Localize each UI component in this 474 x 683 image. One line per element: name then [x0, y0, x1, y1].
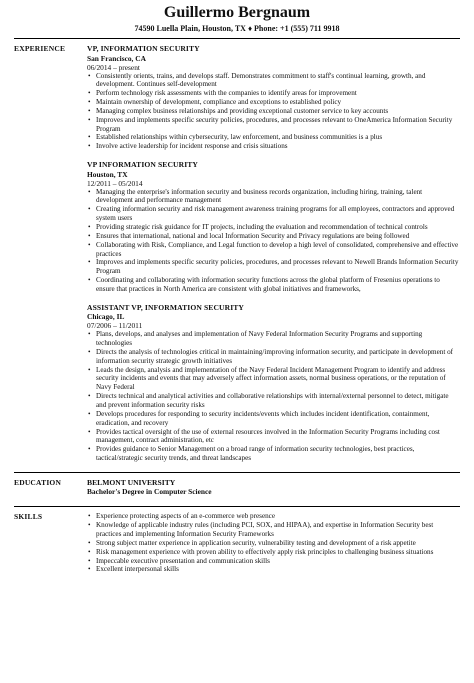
job-entry	[87, 160, 460, 294]
school-name: BELMONT UNIVERSITY	[87, 477, 176, 487]
job-location: Houston, TX	[87, 169, 128, 179]
bullet-item: • Directs technical and analytical activities and collaborative relationships with internal/external personnel to detect, mitigate and prevent information security risks	[87, 392, 460, 410]
bullet-item: • Coordinating and collaborating with information security functions across the global platform of Fresenius operations to ensure that practices in North America are consistent with global initiatives and frameworks,	[87, 276, 460, 294]
skill-item: • Impeccable executive presentation and communication skills	[87, 557, 460, 566]
degree: Bachelor's Degree in Computer Science	[87, 487, 212, 497]
job-entry	[87, 303, 460, 463]
job-location: Chicago, IL	[87, 312, 125, 322]
education-section	[0, 478, 474, 497]
bullet-item: • Develops procedures for responding to security incidents/events which includes incident identification, containment, eradication, and recovery	[87, 410, 460, 428]
experience-section	[0, 44, 474, 472]
job-entry	[87, 44, 460, 151]
section-label-education: EDUCATION	[14, 477, 62, 487]
bullet-item: • Improves and implements specific security policies, procedures, and processes relevant to OneAmerica Information Security Program	[87, 116, 460, 134]
section-label-experience: EXPERIENCE	[14, 44, 66, 53]
job-title: VP INFORMATION SECURITY	[87, 160, 199, 170]
skills-section	[0, 512, 474, 574]
job-title: VP, INFORMATION SECURITY	[87, 44, 200, 53]
bullet-item: • Providing strategic risk guidance for IT projects, including the evaluation and recommendation of technical controls	[87, 223, 460, 232]
bullet-item: • Consistently orients, trains, and develops staff. Demonstrates commitment to staff's continual learning, growth, and development. Continues self-development	[87, 72, 460, 90]
bullet-item: • Provides tactical oversight of the use of external resources involved in the Information Security Programs including cost management, contract administration, etc	[87, 428, 460, 446]
skills-content	[87, 512, 460, 574]
bullet-item: • Creating information security and risk management awareness training programs for all employees, contractors and approved system users	[87, 205, 460, 223]
header-divider	[14, 38, 460, 39]
bullet-item: • Involve active leadership for incident response and crisis situations	[87, 142, 460, 151]
bullet-item: • Collaborating with Risk, Compliance, and Legal function to develop a high level of consolidated, comprehensive and effective practices	[87, 241, 460, 259]
skill-item: • Experience protecting aspects of an e-commerce web presence	[87, 512, 460, 521]
job-location: San Francisco, CA	[87, 53, 146, 63]
job-bullets	[87, 188, 460, 294]
resume-header	[0, 0, 474, 34]
bullet-item: • Ensures that international, national and local Information Security and Privacy regulations are being followed	[87, 232, 460, 241]
section-divider	[14, 506, 460, 507]
bullet-item: • Leads the design, analysis and implementation of the Navy Federal Incident Management Program to identify and address security incidents and events that may adversely affect information assets, normal business operations, or the reputation of Navy Federal	[87, 366, 460, 393]
section-divider	[14, 472, 460, 473]
skill-item: • Risk management experience with proven ability to effectively apply risk principles to challenging business situations	[87, 548, 460, 557]
bullet-item: • Perform technology risk assessments with the companies to identify areas for improvement	[87, 89, 460, 98]
job-bullets	[87, 330, 460, 463]
skills-list	[87, 512, 460, 574]
bullet-item: • Managing the enterprise's information security and business records organization, including hiring, training, talent development and performance management	[87, 188, 460, 206]
job-title: ASSISTANT VP, INFORMATION SECURITY	[87, 302, 244, 312]
bullet-item: • Provides guidance to Senior Management on a broad range of information security technologies, best practices, tactical/strategic security trends, and threat landscapes	[87, 445, 460, 463]
bullet-item: • Established relationships within cybersecurity, law enforcement, and business communities is a plus	[87, 133, 460, 142]
bullet-item: • Plans, develops, and analyses and implementation of Navy Federal Information Security Programs and supporting technologies	[87, 330, 460, 348]
bullet-item: • Improves and implements specific security policies, procedures, and processes relevant to Newell Brands Information Security Program	[87, 258, 460, 276]
job-bullets	[87, 72, 460, 152]
job-dates: 07/2006 – 11/2011	[87, 321, 143, 331]
skill-item: • Strong subject matter experience in application security, vulnerability testing and development of a risk appetite	[87, 539, 460, 548]
skill-item: • Excellent interpersonal skills	[87, 565, 460, 574]
bullet-item: • Managing complex business relationships and providing exceptional customer service to key accounts	[87, 107, 460, 116]
bullet-item: • Maintain ownership of development, compliance and exceptions to established policy	[87, 98, 460, 107]
job-dates: 12/2011 – 05/2014	[87, 178, 143, 188]
bullet-item: • Directs the analysis of technologies critical in maintaining/improving information security, and participate in development of information security strategic growth initiatives	[87, 348, 460, 366]
contact-line: 74590 Luella Plain, Houston, TX ♦ Phone: +1 (555) 711 9918	[134, 24, 340, 33]
education-content	[87, 478, 460, 497]
candidate-name: Guillermo Bergnaum	[163, 4, 311, 21]
experience-content	[87, 44, 460, 472]
job-dates: 06/2014 – present	[87, 62, 140, 72]
skill-item: • Knowledge of applicable industry rules (including PCI, SOX, and HIPAA), and expertise in Information Security best practices and implementing Information Security Frameworks	[87, 521, 460, 539]
section-label-skills: SKILLS	[14, 512, 43, 522]
